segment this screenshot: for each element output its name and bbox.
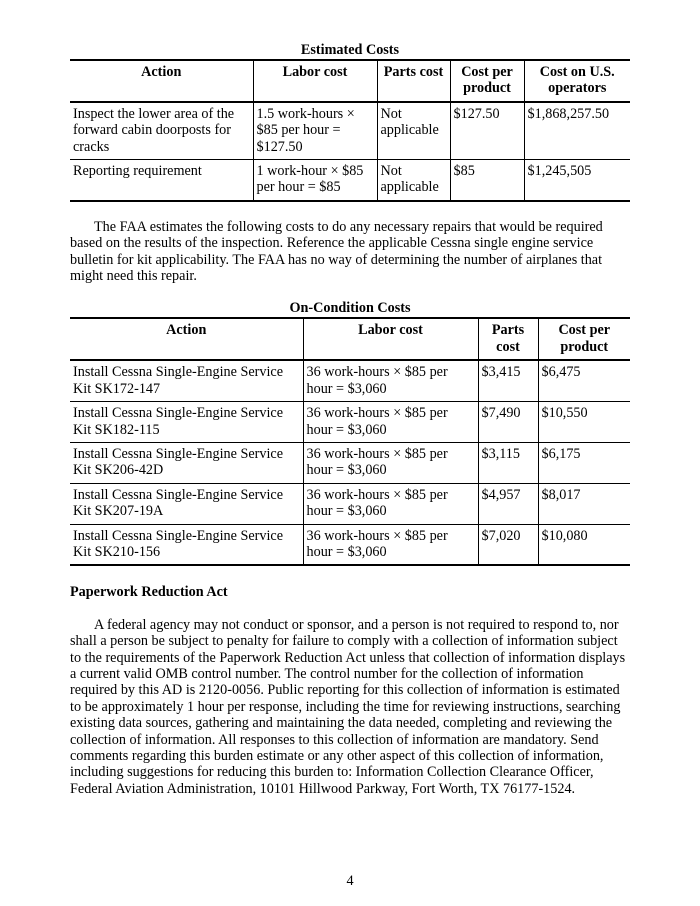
column-header: Labor cost	[303, 318, 478, 360]
table-cell: $85	[450, 160, 524, 201]
table-cell: $3,115	[478, 442, 538, 483]
table-cell: Install Cessna Single-Engine Service Kit SK172-147	[70, 360, 303, 401]
table-cell: $7,020	[478, 524, 538, 565]
table-cell: 36 work-hours × $85 per hour = $3,060	[303, 442, 478, 483]
estimated-costs-table	[70, 59, 630, 202]
table-cell: Not applicable	[377, 160, 450, 201]
table-row	[70, 402, 630, 443]
on-condition-costs-table	[70, 317, 630, 566]
table-cell: $6,475	[538, 360, 630, 401]
table-cell: $10,550	[538, 402, 630, 443]
table-cell: Not applicable	[377, 102, 450, 160]
table-row	[70, 442, 630, 483]
table-cell: $127.50	[450, 102, 524, 160]
repairs-paragraph: The FAA estimates the following costs to do any necessary repairs that would be required based on the results of the inspection. Reference the applicable Cessna single engine service bulletin for kit applicability. The FAA has no way of determining the number of airplanes that might need this repair.	[70, 218, 603, 285]
table-cell: Install Cessna Single-Engine Service Kit SK206-42D	[70, 442, 303, 483]
table-cell: 1 work-hour × $85 per hour = $85	[253, 160, 377, 201]
table-row	[70, 524, 630, 565]
column-header: Action	[70, 60, 253, 102]
column-header: Parts cost	[478, 318, 538, 360]
table-cell: 36 work-hours × $85 per hour = $3,060	[303, 483, 478, 524]
table-row	[70, 483, 630, 524]
table-row	[70, 160, 630, 201]
column-header: Parts cost	[377, 60, 450, 102]
table-cell: 36 work-hours × $85 per hour = $3,060	[303, 524, 478, 565]
paperwork-paragraph: A federal agency may not conduct or sponsor, and a person is not required to respond to, nor shall a person be subject to penalty for failure to comply with a collection of information subject to the requirements of the Paperwork Reduction Act unless that collection of information displays a current valid OMB control number. The control number for the collection of information required by this AD is 2120-0056. Public reporting for this collection of information is estimated to be approximately 1 hour per response, including the time for reviewing instructions, searching existing data sources, gathering and maintaining the data needed, completing and reviewing the collection of information. All responses to this collection of information are mandatory. Send comments regarding this burden estimate or any other aspect of this collection of information, including suggestions for reducing this burden to: Information Collection Clearance Officer, Federal Aviation Administration, 10101 Hillwood Parkway, Fort Worth, TX 76177-1524.	[70, 616, 626, 797]
document-page	[70, 0, 630, 797]
table-cell: 1.5 work-hours × $85 per hour = $127.50	[253, 102, 377, 160]
table-cell: $3,415	[478, 360, 538, 401]
column-header: Cost per product	[450, 60, 524, 102]
table-cell: Install Cessna Single-Engine Service Kit SK182-115	[70, 402, 303, 443]
table-header-row	[70, 318, 630, 360]
table-cell: $10,080	[538, 524, 630, 565]
table-cell: $4,957	[478, 483, 538, 524]
column-header: Action	[70, 318, 303, 360]
table-cell: $1,245,505	[524, 160, 630, 201]
paperwork-reduction-act-heading: Paperwork Reduction Act	[70, 584, 228, 601]
table-cell: $6,175	[538, 442, 630, 483]
table-row	[70, 360, 630, 401]
table-cell: Install Cessna Single-Engine Service Kit SK210-156	[70, 524, 303, 565]
table-header-row	[70, 60, 630, 102]
table-row	[70, 102, 630, 160]
table-cell: 36 work-hours × $85 per hour = $3,060	[303, 360, 478, 401]
table-cell: Inspect the lower area of the forward cabin doorposts for cracks	[70, 102, 253, 160]
column-header: Cost on U.S. operators	[524, 60, 630, 102]
table-cell: $8,017	[538, 483, 630, 524]
table-cell: 36 work-hours × $85 per hour = $3,060	[303, 402, 478, 443]
table-cell: Reporting requirement	[70, 160, 253, 201]
estimated-costs-caption: Estimated Costs	[300, 42, 400, 58]
on-condition-costs-caption: On-Condition Costs	[289, 300, 411, 317]
column-header: Cost per product	[538, 318, 630, 360]
table-cell: $7,490	[478, 402, 538, 443]
page-number: 4	[346, 873, 354, 889]
table-cell: Install Cessna Single-Engine Service Kit SK207-19A	[70, 483, 303, 524]
column-header: Labor cost	[253, 60, 377, 102]
table-cell: $1,868,257.50	[524, 102, 630, 160]
